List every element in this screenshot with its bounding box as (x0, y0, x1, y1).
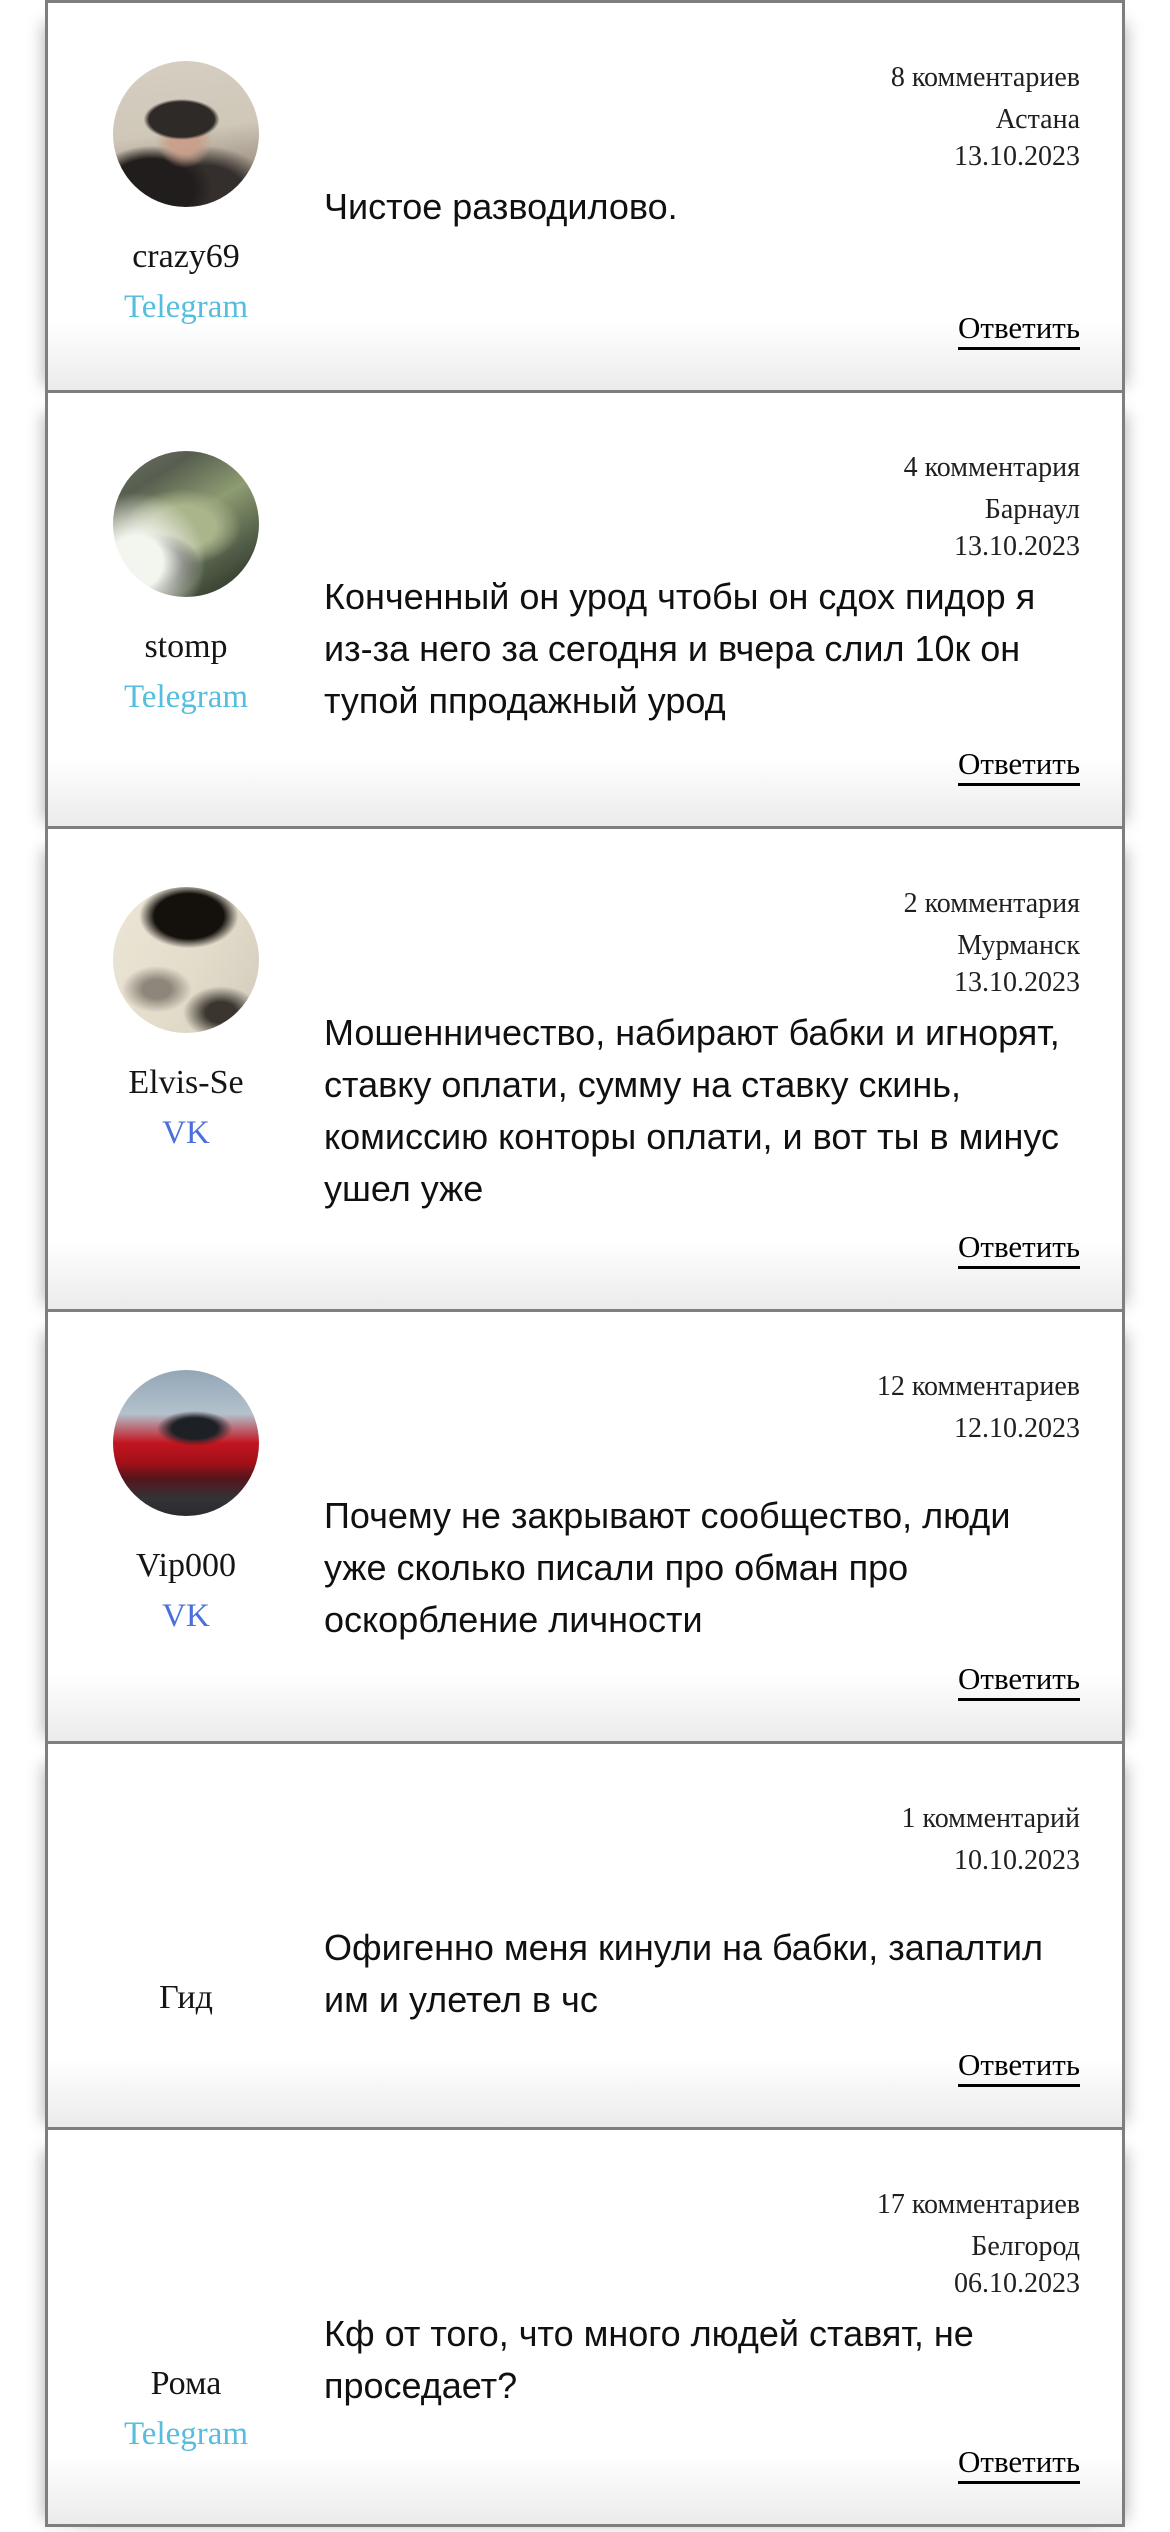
comment-date: 06.10.2023 (954, 2268, 1080, 2299)
comment-list (45, 0, 1125, 2527)
comment-meta (324, 885, 1080, 1007)
comment-card (45, 1741, 1125, 2130)
spacer (324, 233, 1080, 310)
comment-meta (324, 1368, 1080, 1490)
comment-body-column (324, 1312, 1122, 1741)
comment-date: 12.10.2023 (954, 1413, 1080, 1444)
comment-city: Белгород (971, 2231, 1080, 2262)
comment-meta (324, 449, 1080, 571)
comment-card (45, 1309, 1125, 1744)
telegram-source-link[interactable]: Telegram (123, 679, 249, 716)
comment-meta (324, 2186, 1080, 2308)
telegram-source-link[interactable]: Telegram (123, 2416, 249, 2453)
comment-date: 13.10.2023 (954, 531, 1080, 562)
comment-text: Почему не закрывают сообщество, люди уже сколько писали про обман про оскорбление личности (324, 1495, 1011, 1640)
comment-meta (324, 1800, 1080, 1922)
comment-author-column (48, 1312, 324, 1741)
comment-city: Астана (995, 104, 1080, 135)
comment-city: Барнаул (984, 494, 1080, 525)
reply-link[interactable]: Ответить (958, 1661, 1080, 1696)
car-interior-selfie-avatar (113, 61, 259, 207)
comments-count: 17 комментариев (876, 2189, 1080, 2220)
spacer (324, 1646, 1080, 1661)
comments-count: 1 комментарий (901, 1803, 1080, 1834)
username: stomp (144, 628, 228, 665)
username: Vip000 (136, 1547, 236, 1584)
username: Elvis-Se (128, 1064, 244, 1101)
comments-count: 4 комментария (903, 452, 1080, 483)
comment-body-column (324, 2130, 1122, 2524)
reply-link[interactable]: Ответить (958, 2047, 1080, 2082)
red-car-avatar (113, 1370, 259, 1516)
comment-author-column (48, 393, 324, 826)
comments-count: 8 комментариев (890, 62, 1080, 93)
comment-date: 13.10.2023 (954, 141, 1080, 172)
spacer (324, 727, 1080, 746)
reply-link[interactable]: Ответить (958, 1229, 1080, 1264)
comment-city: Мурманск (957, 930, 1080, 961)
username: Рома (150, 2365, 222, 2402)
black-white-portrait-avatar (113, 887, 259, 1033)
spacer (324, 1215, 1080, 1229)
reply-link[interactable]: Ответить (958, 746, 1080, 781)
comment-author-column (48, 2130, 324, 2524)
vk-source-link[interactable]: VK (162, 1115, 210, 1152)
spacer (324, 2412, 1080, 2444)
comment-card (45, 390, 1125, 829)
comment-author-column (48, 829, 324, 1309)
comment-body-column (324, 1744, 1122, 2127)
vk-source-link[interactable]: VK (162, 1598, 210, 1635)
username: Гид (159, 1979, 213, 2016)
comment-card (45, 826, 1125, 1312)
reply-link[interactable]: Ответить (958, 310, 1080, 345)
comment-text: Чистое разводилово. (324, 186, 678, 227)
comments-count: 12 комментариев (876, 1371, 1080, 1402)
telegram-source-link[interactable]: Telegram (123, 289, 249, 326)
comment-text: Кф от того, что много людей ставят, не проседает? (324, 2313, 974, 2406)
comment-text: Конченный он урод чтобы он сдох пидор я из-за него за сегодня и вчера слил 10к он тупой ппродажный урод (324, 576, 1036, 721)
username: crazy69 (132, 238, 240, 275)
comment-date: 10.10.2023 (954, 1845, 1080, 1876)
comment-card (45, 2127, 1125, 2527)
comments-count: 2 комментария (903, 888, 1080, 919)
military-vehicle-avatar (113, 451, 259, 597)
comment-text: Мошенничество, набирают бабки и игнорят, ставку оплати, сумму на ставку скинь, комиссию конторы оплати, и вот ты в минус ушел уже (324, 1012, 1060, 1209)
comment-body-column (324, 393, 1122, 826)
comment-text: Офигенно меня кинули на бабки, запалтил им и улетел в чс (324, 1927, 1043, 2020)
spacer (324, 2026, 1080, 2047)
comment-author-column (48, 3, 324, 390)
comment-body-column (324, 3, 1122, 390)
reply-link[interactable]: Ответить (958, 2444, 1080, 2479)
comment-card (45, 0, 1125, 393)
comment-body-column (324, 829, 1122, 1309)
comment-date: 13.10.2023 (954, 967, 1080, 998)
comment-author-column (48, 1744, 324, 2127)
comment-meta (324, 59, 1080, 181)
